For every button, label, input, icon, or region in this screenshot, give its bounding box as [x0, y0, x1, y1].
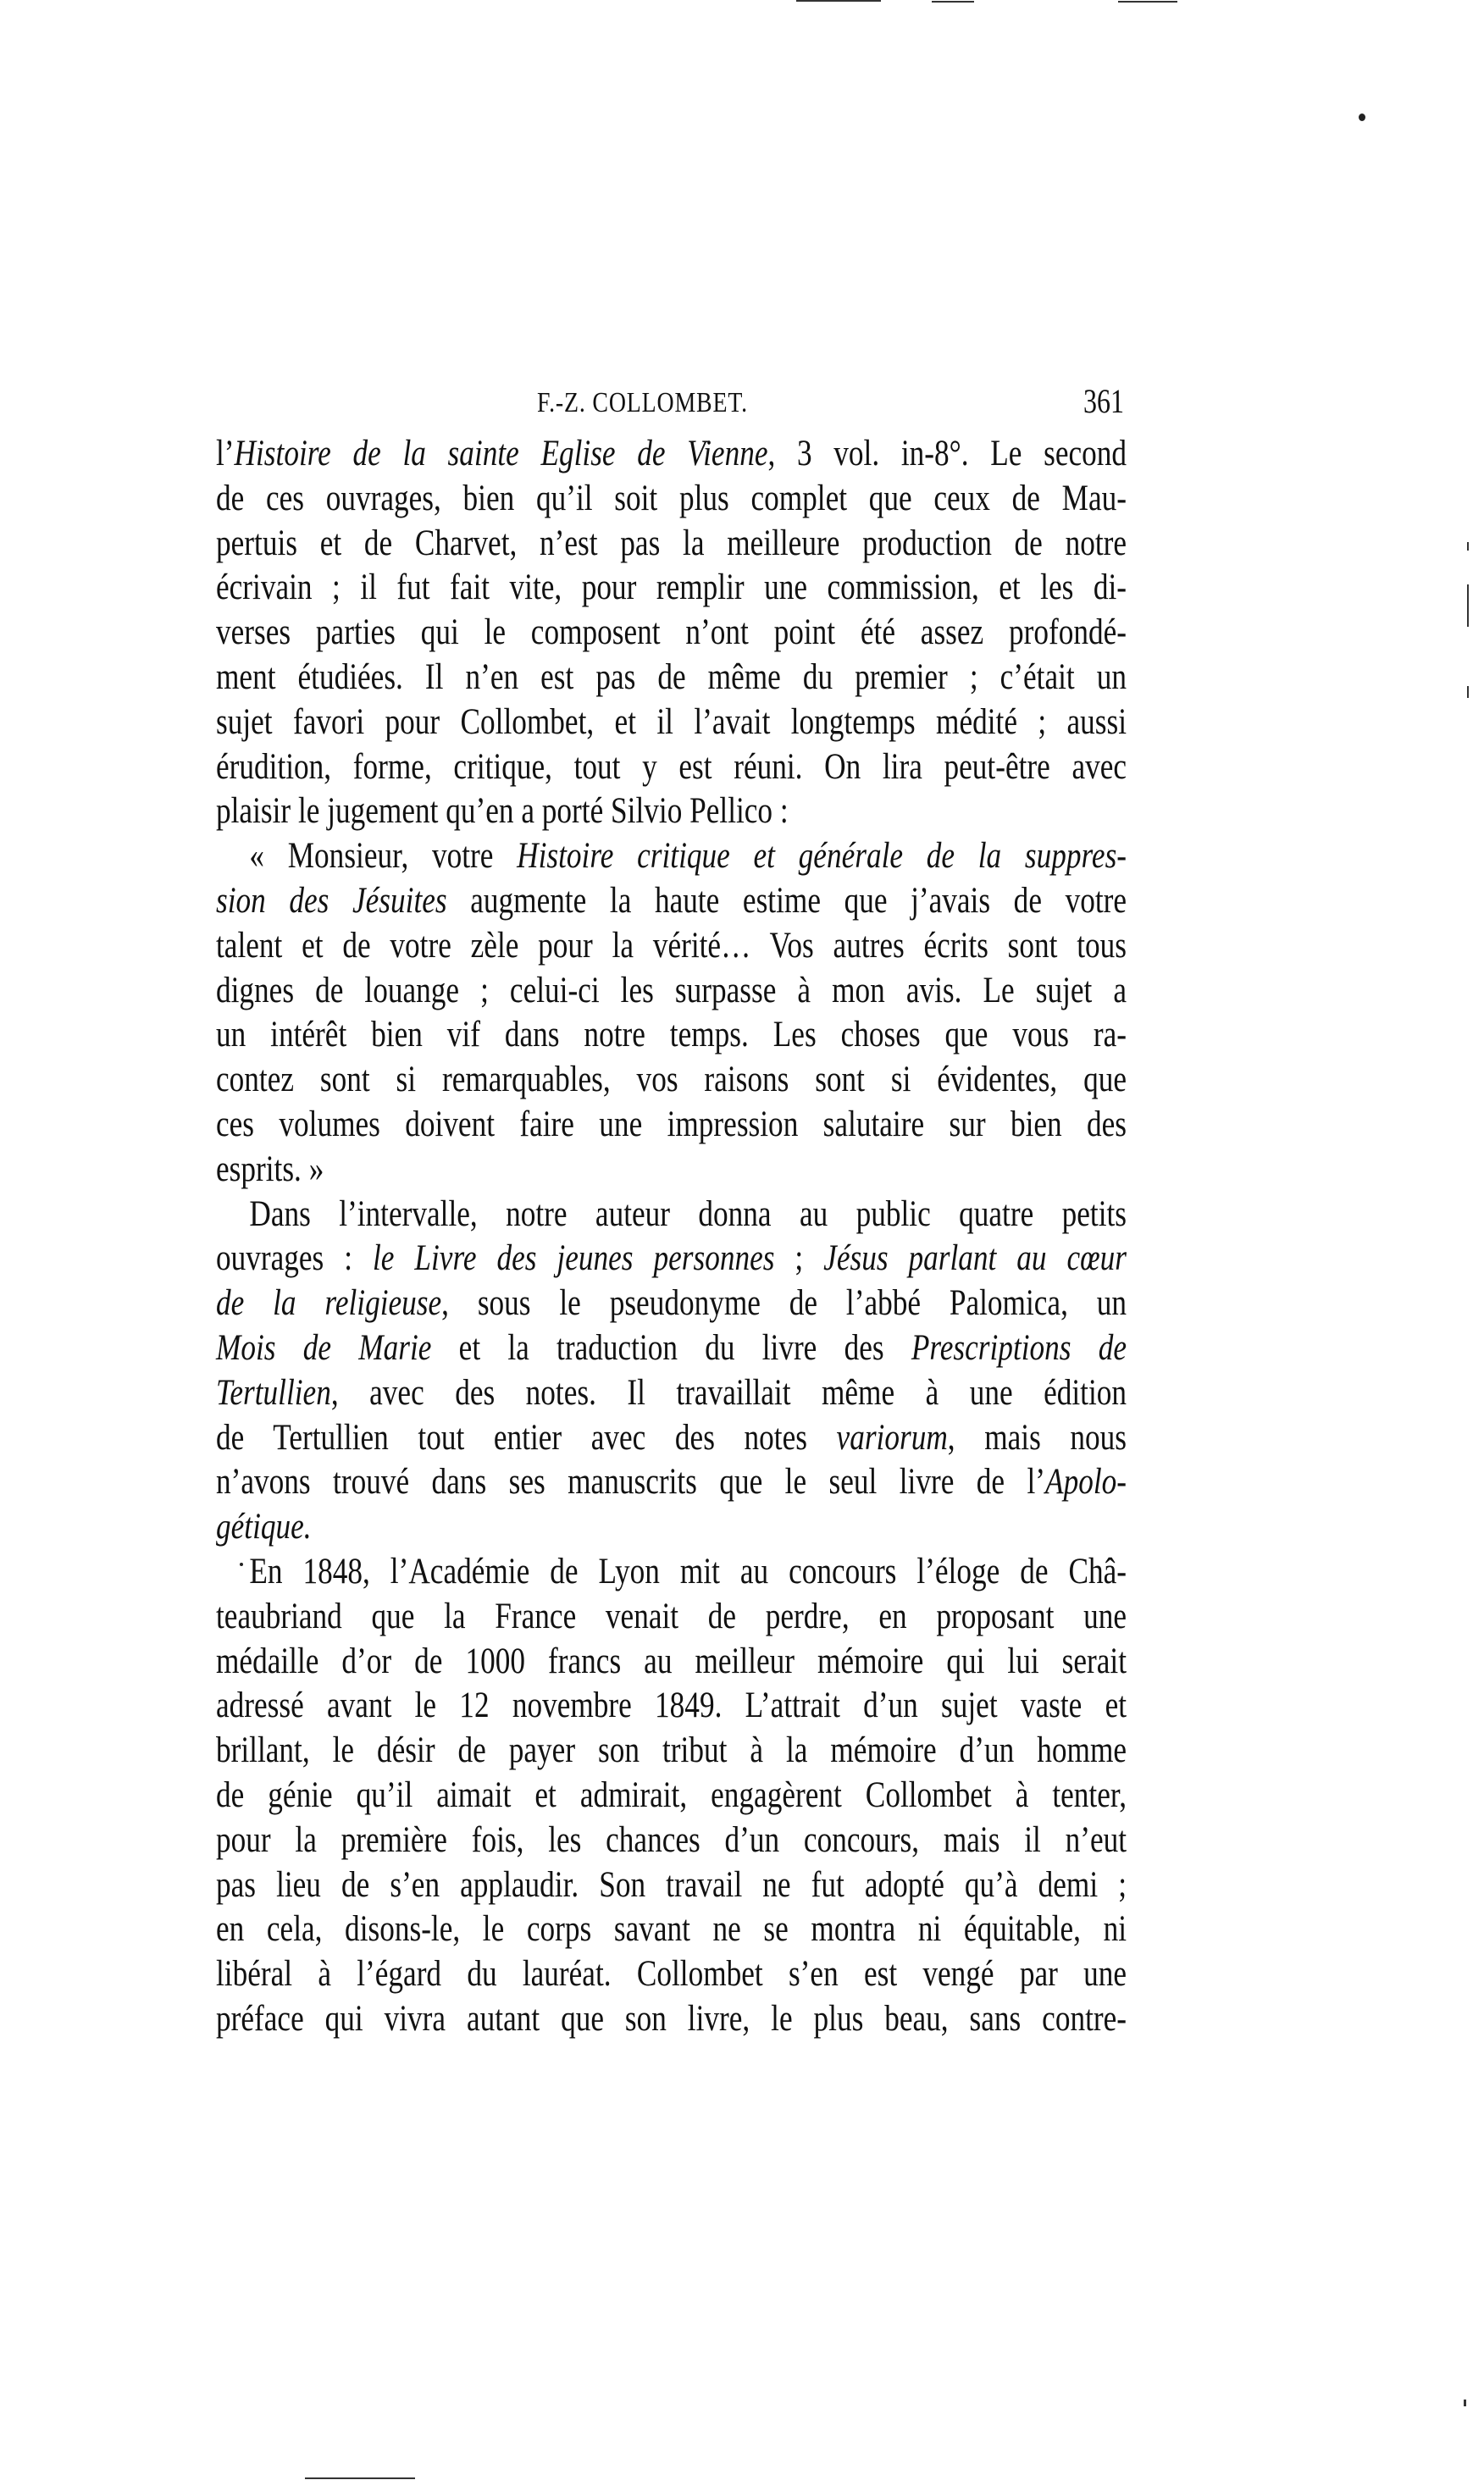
scan-edge-mark: [932, 1, 974, 3]
text-line: [216, 1237, 1127, 1282]
body-text-run: écrivain ; il fut fait vite, pour remplir une commission, et les di-: [216, 567, 1127, 608]
body-text-run: brillant, le désir de payer son tribut à la mémoire d’un homme: [216, 1730, 1127, 1771]
text-line: [216, 477, 1127, 522]
text-line: [216, 1416, 1127, 1461]
text-line: [216, 1326, 1127, 1371]
body-text-run: esprits. »: [216, 1149, 324, 1189]
text-line: [216, 432, 1127, 477]
text-line: [216, 1148, 1127, 1193]
scan-speck: [240, 1563, 243, 1566]
scan-edge-mark: [373, 2477, 415, 2479]
body-text-run: En 1848, l’Académie de Lyon mit au concours l’éloge de Châ-: [249, 1551, 1127, 1592]
body-text-run: ment étudiées. Il n’en est pas de même du premier ; c’était un: [216, 656, 1127, 697]
italic-title-text: Histoire critique et générale de la suppres-: [517, 836, 1127, 877]
body-text-run: pour la première fois, les chances d’un concours, mais il n’eut: [216, 1819, 1127, 1860]
text-line: [216, 1058, 1127, 1103]
text-line: [216, 924, 1127, 969]
body-text-run: de ces ouvrages, bien qu’il soit plus complet que ceux de Mau-: [216, 478, 1127, 518]
scan-edge-mark: [305, 2477, 373, 2479]
body-text-run: teaubriand que la France venait de perdre, en proposant une: [216, 1596, 1127, 1636]
body-text-run: , 3 vol. in-8°. Le second: [767, 434, 1127, 473]
body-text-run: augmente la haute estime que j’avais de votre: [446, 880, 1127, 921]
page-number: 361: [1083, 382, 1124, 420]
text-line: [216, 522, 1127, 567]
text-line: [216, 1460, 1127, 1505]
body-text-run: adressé avant le 12 novembre 1849. L’attrait d’un sujet vaste et: [216, 1686, 1127, 1726]
body-text-run: Dans l’intervalle, notre auteur donna au public quatre petits: [249, 1193, 1127, 1234]
text-line: [216, 1550, 1127, 1595]
body-text-run: de génie qu’il aimait et admirait, engagèrent Collombet à tenter,: [216, 1774, 1127, 1815]
italic-title-text: gétique.: [216, 1507, 312, 1547]
body-text-run: l’: [216, 434, 235, 473]
text-line: [216, 1863, 1127, 1908]
text-line: [216, 1505, 1127, 1550]
scan-edge-mark: [1464, 2400, 1466, 2406]
body-text-run: médaille d’or de 1000 francs au meilleur mémoire qui lui serait: [216, 1641, 1127, 1681]
body-text-run: plaisir le jugement qu’en a porté Silvio Pellico :: [216, 791, 789, 832]
body-text-run: pas lieu de s’en applaudir. Son travail ne fut adopté qu’à demi ;: [216, 1864, 1127, 1905]
italic-title-text: variorum: [836, 1417, 948, 1458]
text-line: [216, 969, 1127, 1014]
body-text-run: n’avons trouvé dans ses manuscrits que le seul livre de l’: [216, 1462, 1046, 1503]
body-text-run: ces volumes doivent faire une impression salutaire sur bien des: [216, 1104, 1127, 1144]
body-text-run: dignes de louange ; celui-ci les surpasse à mon avis. Le sujet a: [216, 970, 1127, 1010]
italic-title-text: Mois de Marie: [216, 1327, 432, 1368]
text-line: [216, 1103, 1127, 1148]
body-text-run: contez sont si remarquables, vos raisons sont si évidentes, que: [216, 1060, 1127, 1100]
body-text-run: en cela, disons-le, le corps savant ne se montra ni équitable, ni: [216, 1909, 1127, 1950]
body-text: [216, 432, 1127, 2042]
running-head: F.-Z. COLLOMBET.: [537, 387, 748, 418]
italic-title-text: Apolo-: [1045, 1462, 1127, 1503]
scan-speck: [1359, 113, 1365, 121]
body-text-run: un intérêt bien vif dans notre temps. Les choses que vous ra-: [216, 1015, 1127, 1055]
text-line: [216, 879, 1127, 924]
text-line: [216, 1907, 1127, 1952]
italic-title-text: Prescriptions de: [911, 1327, 1127, 1368]
body-text-run: érudition, forme, critique, tout y est réuni. On lira peut-être avec: [216, 746, 1127, 787]
text-line: [216, 1640, 1127, 1685]
text-line: [216, 1595, 1127, 1640]
body-text-run: de Tertullien tout entier avec des notes: [216, 1417, 837, 1458]
body-text-run: ;: [774, 1238, 824, 1279]
text-line: [216, 1818, 1127, 1863]
body-text-run: ouvrages :: [216, 1238, 373, 1279]
text-line: [216, 745, 1127, 790]
body-text-run: , sous le pseudonyme de l’abbé Palomica, un: [441, 1283, 1127, 1324]
body-text-run: , mais nous: [947, 1417, 1127, 1458]
body-text-run: , avec des notes. Il travaillait même à une édition: [330, 1372, 1127, 1413]
text-line: [216, 789, 1127, 834]
body-text-run: préface qui vivra autant que son livre, le plus beau, sans contre-: [216, 1998, 1127, 2039]
text-line: [216, 566, 1127, 611]
body-text-run: et la traduction du livre des: [431, 1327, 911, 1368]
text-line: [216, 1013, 1127, 1058]
text-line: [216, 700, 1127, 745]
scan-edge-mark: [1467, 584, 1469, 627]
text-line: [216, 1684, 1127, 1729]
text-line: [216, 1193, 1127, 1237]
italic-title-text: sion des Jésuites: [216, 880, 447, 921]
text-line: [216, 1282, 1127, 1326]
body-text-run: libéral à l’égard du lauréat. Collombet s’en est vengé par une: [216, 1954, 1127, 1995]
italic-title-text: Histoire de la sainte Eglise de Vienne: [234, 434, 768, 473]
scan-edge-mark: [1467, 686, 1469, 698]
italic-title-text: Jésus parlant au cœur: [823, 1238, 1127, 1279]
scan-edge-mark: [796, 0, 881, 2]
italic-title-text: le Livre des jeunes personnes: [372, 1238, 775, 1279]
text-line: [216, 834, 1127, 879]
text-line: [216, 1952, 1127, 1997]
text-line: [216, 611, 1127, 656]
body-text-run: « Monsieur, votre: [249, 836, 518, 877]
text-line: [216, 1997, 1127, 2042]
text-line: [216, 1774, 1127, 1818]
text-line: [216, 1371, 1127, 1416]
scan-edge-mark: [1467, 542, 1469, 551]
italic-title-text: de la religieuse: [216, 1283, 442, 1324]
scan-edge-mark: [1118, 1, 1177, 3]
body-text-run: verses parties qui le composent n’ont point été assez profondé-: [216, 612, 1127, 653]
body-text-run: sujet favori pour Collombet, et il l’avait longtemps médité ; aussi: [216, 701, 1127, 742]
body-text-run: pertuis et de Charvet, n’est pas la meilleure production de notre: [216, 523, 1127, 563]
text-line: [216, 656, 1127, 700]
text-line: [216, 1729, 1127, 1774]
body-text-run: talent et de votre zèle pour la vérité… Vos autres écrits sont tous: [216, 925, 1127, 966]
italic-title-text: Tertullien: [216, 1372, 331, 1413]
